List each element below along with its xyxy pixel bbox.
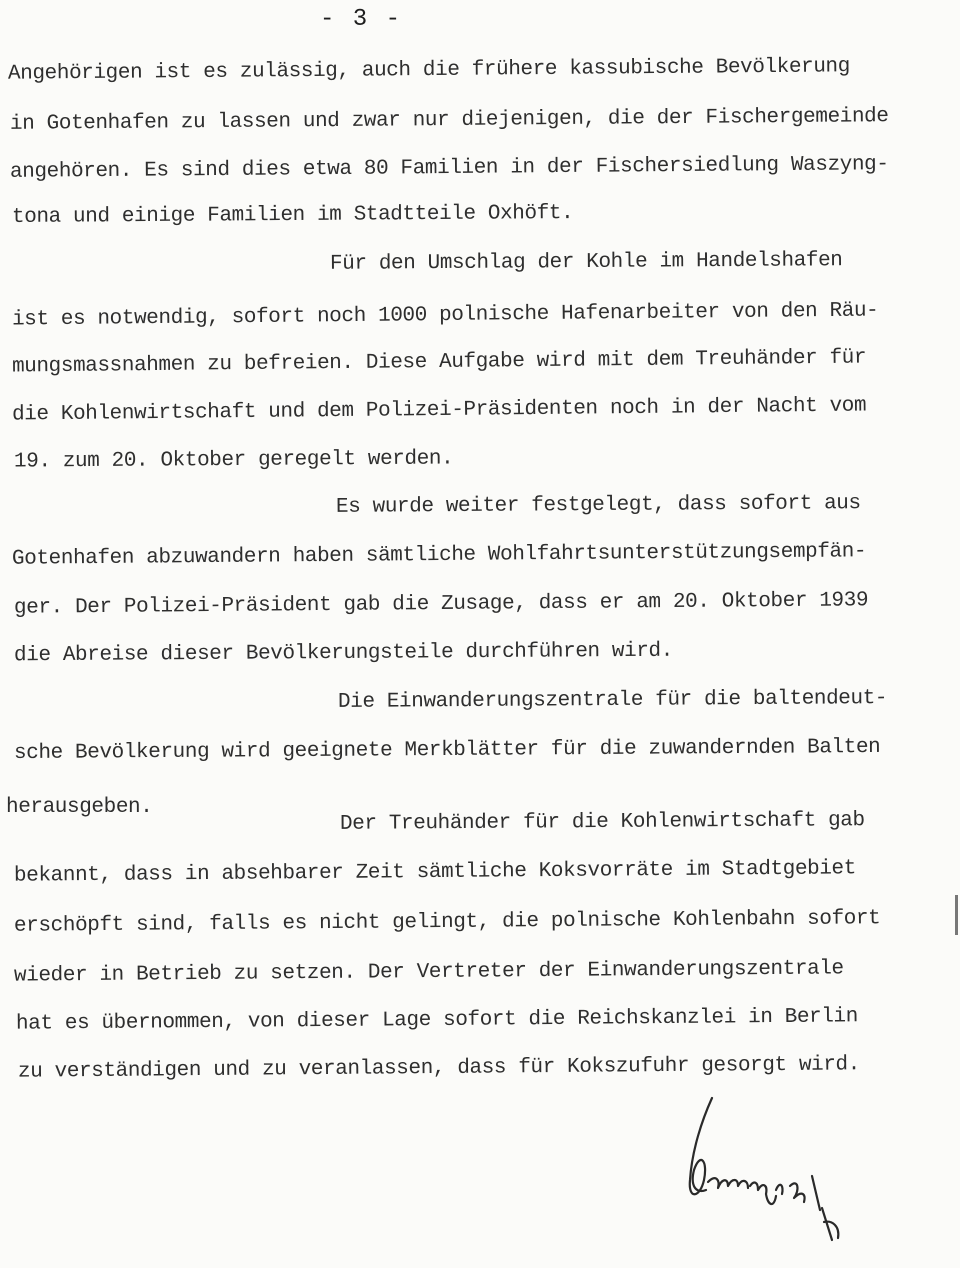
text-line: Der Treuhänder für die Kohlenwirtschaft gab bbox=[339, 809, 865, 836]
text-line: tona und einige Familien im Stadtteile Oxhöft. bbox=[11, 202, 574, 229]
text-line: ger. Der Polizei-Präsident gab die Zusage, dass er am 20. Oktober 1939 bbox=[13, 589, 869, 620]
text-line: Angehörigen ist es zulässig, auch die frühere kassubische Bevölkerung bbox=[7, 55, 851, 86]
text-line: zu verständigen und zu veranlassen, dass für Kokszufuhr gesorgt wird. bbox=[17, 1053, 861, 1084]
text-line: mungsmassnahmen zu befreien. Diese Aufgabe wird mit dem Treuhänder für bbox=[11, 346, 867, 379]
text-line: herausgeben. bbox=[6, 796, 153, 819]
text-line: ist es notwendig, sofort noch 1000 polnische Hafenarbeiter von den Räu- bbox=[11, 299, 879, 332]
text-line: die Kohlenwirtschaft und dem Polizei-Präsidenten noch in der Nacht vom bbox=[11, 394, 867, 427]
text-line: in Gotenhafen zu lassen und zwar nur diejenigen, die der Fischergemeinde bbox=[9, 105, 889, 136]
text-line: 19. zum 20. Oktober geregelt werden. bbox=[13, 447, 454, 474]
text-line: erschöpft sind, falls es nicht gelingt, die polnische Kohlenbahn sofort bbox=[13, 907, 881, 938]
scan-edge-mark bbox=[955, 895, 958, 935]
page-number: - 3 - bbox=[320, 6, 403, 33]
text-line: hat es übernommen, von dieser Lage sofort die Reichskanzlei in Berlin bbox=[15, 1005, 859, 1036]
text-line: Die Einwanderungszentrale für die baltendeut- bbox=[337, 687, 888, 714]
text-line: Für den Umschlag der Kohle im Handelshafen bbox=[329, 249, 843, 276]
text-line: wieder in Betrieb zu setzen. Der Vertreter der Einwanderungszentrale bbox=[13, 957, 844, 988]
text-line: bekannt, dass in absehbarer Zeit sämtliche Koksvorräte im Stadtgebiet bbox=[13, 857, 857, 888]
handwritten-signature bbox=[672, 1090, 862, 1250]
text-line: sche Bevölkerung wird geeignete Merkblätter für die zuwandernden Balten bbox=[13, 735, 881, 766]
text-line: die Abreise dieser Bevölkerungsteile durchführen wird. bbox=[13, 639, 673, 668]
text-line: Es wurde weiter festgelegt, dass sofort aus bbox=[335, 492, 861, 519]
text-line: Gotenhafen abzuwandern haben sämtliche Wohlfahrtsunterstützungsempfän- bbox=[11, 540, 867, 571]
text-line: angehören. Es sind dies etwa 80 Familien in der Fischersiedlung Waszyng- bbox=[9, 153, 889, 184]
